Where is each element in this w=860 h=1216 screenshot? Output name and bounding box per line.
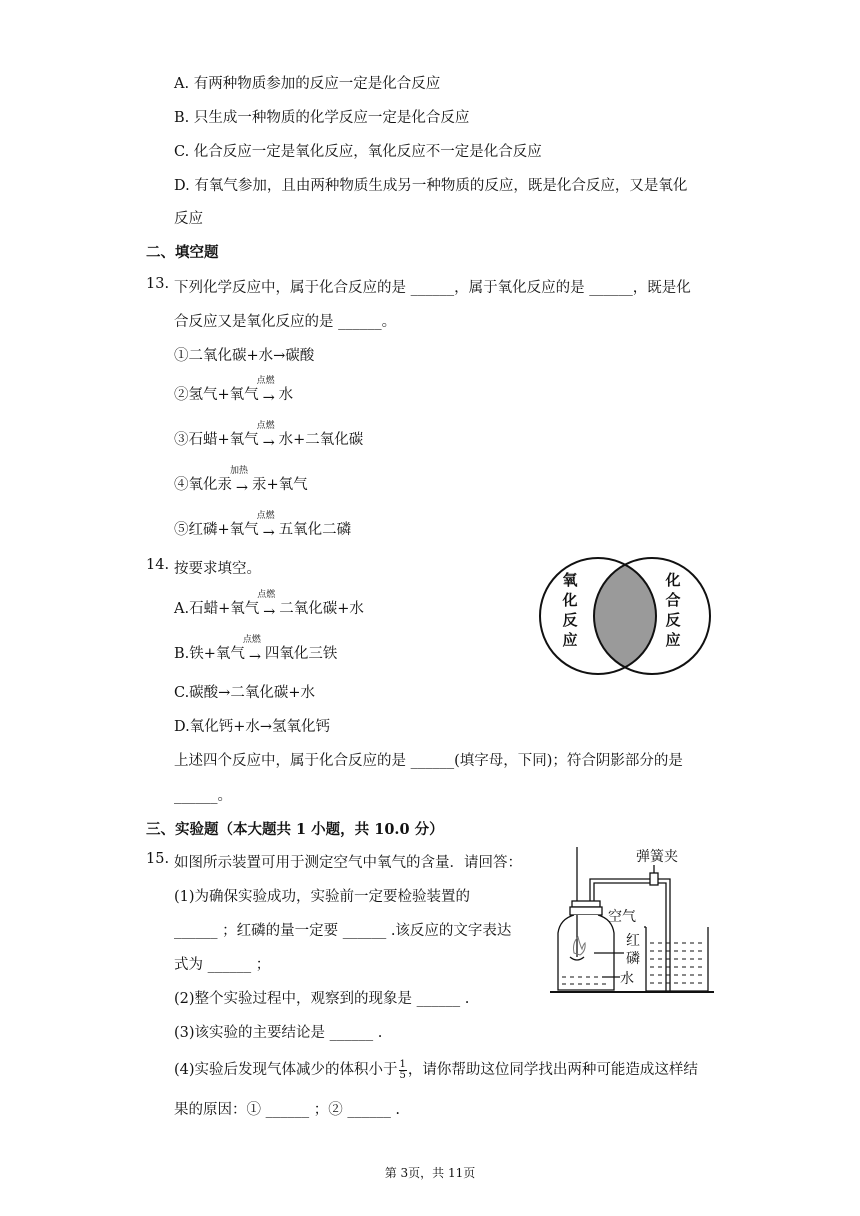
label-water: 水 — [620, 970, 634, 986]
reaction-5-products: 五氧化二磷 — [278, 522, 352, 538]
reaction-condition: 点燃 — [256, 376, 275, 386]
question-15-part3: (3)该实验的主要结论是 ______ . — [174, 1025, 383, 1041]
reaction-2-reactants: ②氢气+氧气 — [174, 387, 259, 403]
question-15-intro: 如图所示装置可用于测定空气中氧气的含量．请回答： — [174, 855, 522, 871]
section-heading-experiment: 三、实验题（本大题共 1 小题，共 10.0 分） — [146, 821, 444, 838]
question-15-part1-line1: (1)为确保实验成功，实验前一定要检验装置的 — [174, 889, 471, 905]
part4-text-after: ，请你帮助这位同学找出两种可能造成这样结 — [407, 1062, 698, 1078]
label-red-phosphorus-1: 红 — [626, 932, 640, 948]
reaction-condition: 点燃 — [256, 421, 275, 431]
label-air: 空气 — [608, 908, 636, 924]
reaction-5 — [174, 511, 352, 541]
venn-left-char: 反 — [562, 612, 578, 629]
reaction-b — [174, 635, 338, 665]
option-a: A. 有两种物质参加的反应一定是化合反应 — [174, 76, 441, 92]
section-heading-fill-blank: 二、填空题 — [146, 244, 219, 261]
venn-diagram — [530, 555, 720, 677]
question-13-line1: 下列化学反应中，属于化合反应的是 ______，属于氧化反应的是 ______，既是化 — [174, 280, 691, 296]
question-13-number: 13. — [146, 276, 170, 292]
venn-right-char: 化 — [665, 572, 681, 589]
venn-right-char: 反 — [665, 612, 681, 629]
venn-right-char: 合 — [665, 592, 681, 609]
reaction-b-reactants: B.铁+氧气 — [174, 646, 245, 662]
reaction-condition: 点燃 — [242, 635, 261, 645]
apparatus-figure — [550, 845, 716, 995]
reaction-condition: 点燃 — [257, 590, 276, 600]
reaction-arrow: 点燃 → — [256, 511, 275, 541]
reaction-2 — [174, 376, 294, 406]
reaction-4-products: 汞+氧气 — [252, 477, 308, 493]
question-14-line1: 上述四个反应中，属于化合反应的是 ______(填字母，下同)；符合阴影部分的是 — [174, 753, 683, 769]
reaction-3-reactants: ③石蜡+氧气 — [174, 432, 259, 448]
reaction-condition: 点燃 — [256, 511, 275, 521]
question-15-part4-line2: 果的原因：① ______ ；② ______ . — [174, 1102, 401, 1118]
venn-right-char: 应 — [665, 632, 681, 649]
question-13-line2: 合反应又是氧化反应的是 ______。 — [174, 314, 397, 330]
venn-left-char: 氧 — [562, 572, 578, 589]
reaction-2-products: 水 — [278, 387, 294, 403]
fraction-one-fifth — [399, 1060, 407, 1081]
question-14-line2: ______。 — [174, 788, 232, 804]
reaction-b-products: 四氧化三铁 — [264, 646, 338, 662]
question-15-part2: (2)整个实验过程中，观察到的现象是 ______ . — [174, 991, 470, 1007]
reaction-arrow: 点燃 → — [257, 590, 276, 620]
reaction-5-reactants: ⑤红磷+氧气 — [174, 522, 259, 538]
option-d-line1: D. 有氧气参加，且由两种物质生成另一种物质的反应，既是化合反应，又是氧化 — [174, 178, 688, 194]
fraction-denominator: 5 — [399, 1069, 406, 1081]
question-15-part1-line3: 式为 ______ ； — [174, 957, 271, 973]
reaction-c: C.碳酸→二氧化碳+水 — [174, 685, 315, 701]
question-15-part4-line1 — [174, 1058, 698, 1081]
reaction-arrow: 加热 → — [230, 466, 249, 496]
question-15-number: 15. — [146, 851, 170, 867]
page-footer: 第 3页，共 11页 — [384, 1166, 476, 1180]
label-spring-clamp: 弹簧夹 — [636, 848, 678, 864]
option-d-line2: 反应 — [174, 211, 203, 227]
reaction-d: D.氧化钙+水→氢氧化钙 — [174, 719, 331, 735]
reaction-3 — [174, 421, 364, 451]
venn-left-char: 化 — [562, 592, 578, 609]
reaction-condition: 加热 — [230, 466, 249, 476]
reaction-a-products: 二氧化碳+水 — [279, 601, 364, 617]
reaction-arrow: 点燃 → — [256, 421, 275, 451]
question-14-title: 按要求填空。 — [174, 561, 261, 577]
reaction-4-reactants: ④氧化汞 — [174, 477, 232, 493]
label-red-phosphorus-2: 磷 — [626, 950, 640, 966]
fraction-numerator: 1 — [399, 1058, 406, 1070]
venn-left-char: 应 — [562, 632, 578, 649]
reaction-4 — [174, 466, 308, 496]
part4-text-before: (4)实验后发现气体减少的体积小于 — [174, 1062, 398, 1078]
reaction-arrow: 点燃 → — [242, 635, 261, 665]
reaction-a — [174, 590, 364, 620]
question-14-number: 14. — [146, 557, 170, 573]
reaction-3-products: 水+二氧化碳 — [278, 432, 364, 448]
option-b: B. 只生成一种物质的化学反应一定是化合反应 — [174, 110, 470, 126]
reaction-arrow: 点燃 → — [256, 376, 275, 406]
question-15-part1-line2: ______ ；红磷的量一定要 ______ .该反应的文字表达 — [174, 923, 512, 939]
reaction-1: ①二氧化碳+水→碳酸 — [174, 348, 315, 364]
option-c: C. 化合反应一定是氧化反应，氧化反应不一定是化合反应 — [174, 144, 542, 160]
reaction-a-reactants: A.石蜡+氧气 — [174, 601, 260, 617]
